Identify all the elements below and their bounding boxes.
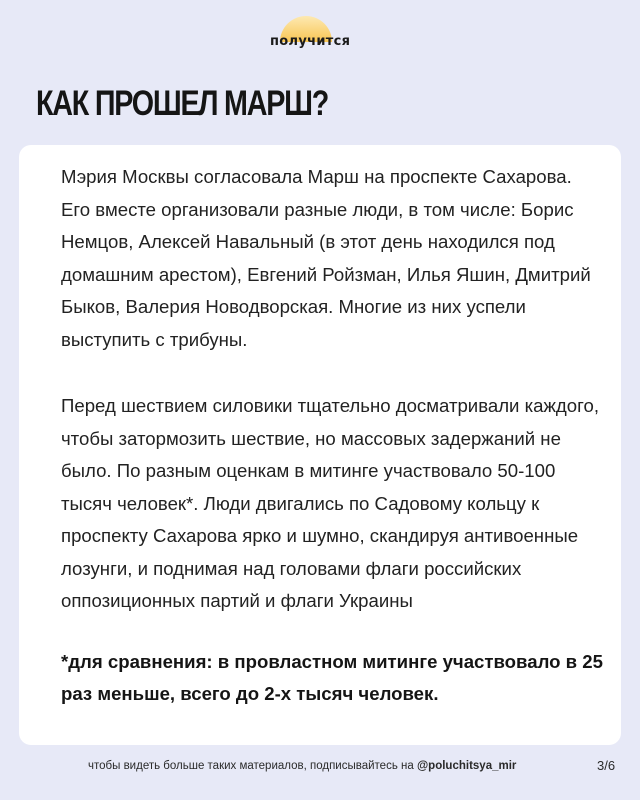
footer-handle-link[interactable]: @poluchitsya_mir [416, 760, 517, 772]
paragraph-1: Мэрия Москвы согласовала Марш на проспекте Сахарова. Его вместе организовали разные люди, в том числе: Борис Немцов, Алексей Навальный (в этот день находился под домашним арестом), Евгений Ройзман, Илья Яшин, Дмитрий Быков, Валерия Новодворская. Многие из них успели выступить с трибуны. [61, 166, 591, 350]
footer-subscribe [88, 760, 516, 772]
page-title: КАК ПРОШЕЛ МАРШ? [36, 84, 329, 123]
footer-text: чтобы видеть больше таких материалов, подписывайтесь на [88, 760, 414, 772]
paragraph-2: Перед шествием силовики тщательно досматривали каждого, чтобы затормозить шествие, но массовых задержаний не было. По разным оценкам в митинге участвовало 50-100 тысяч человек*. Люди двигались по Садовому кольцу к проспекту Сахарова ярко и шумно, скандируя антивоенные лозунги, и поднимая над головами флаги российских оппозиционных партий и флаги Украины [61, 395, 599, 611]
brand-name: получится [270, 34, 351, 49]
content-card [19, 145, 621, 745]
page-counter: 3/6 [597, 758, 616, 773]
comparison-note: *для сравнения: в провластном митинге участвовало в 25 раз меньше, всего до 2-х тысяч человек. [61, 650, 603, 704]
brand-logo [270, 14, 378, 54]
